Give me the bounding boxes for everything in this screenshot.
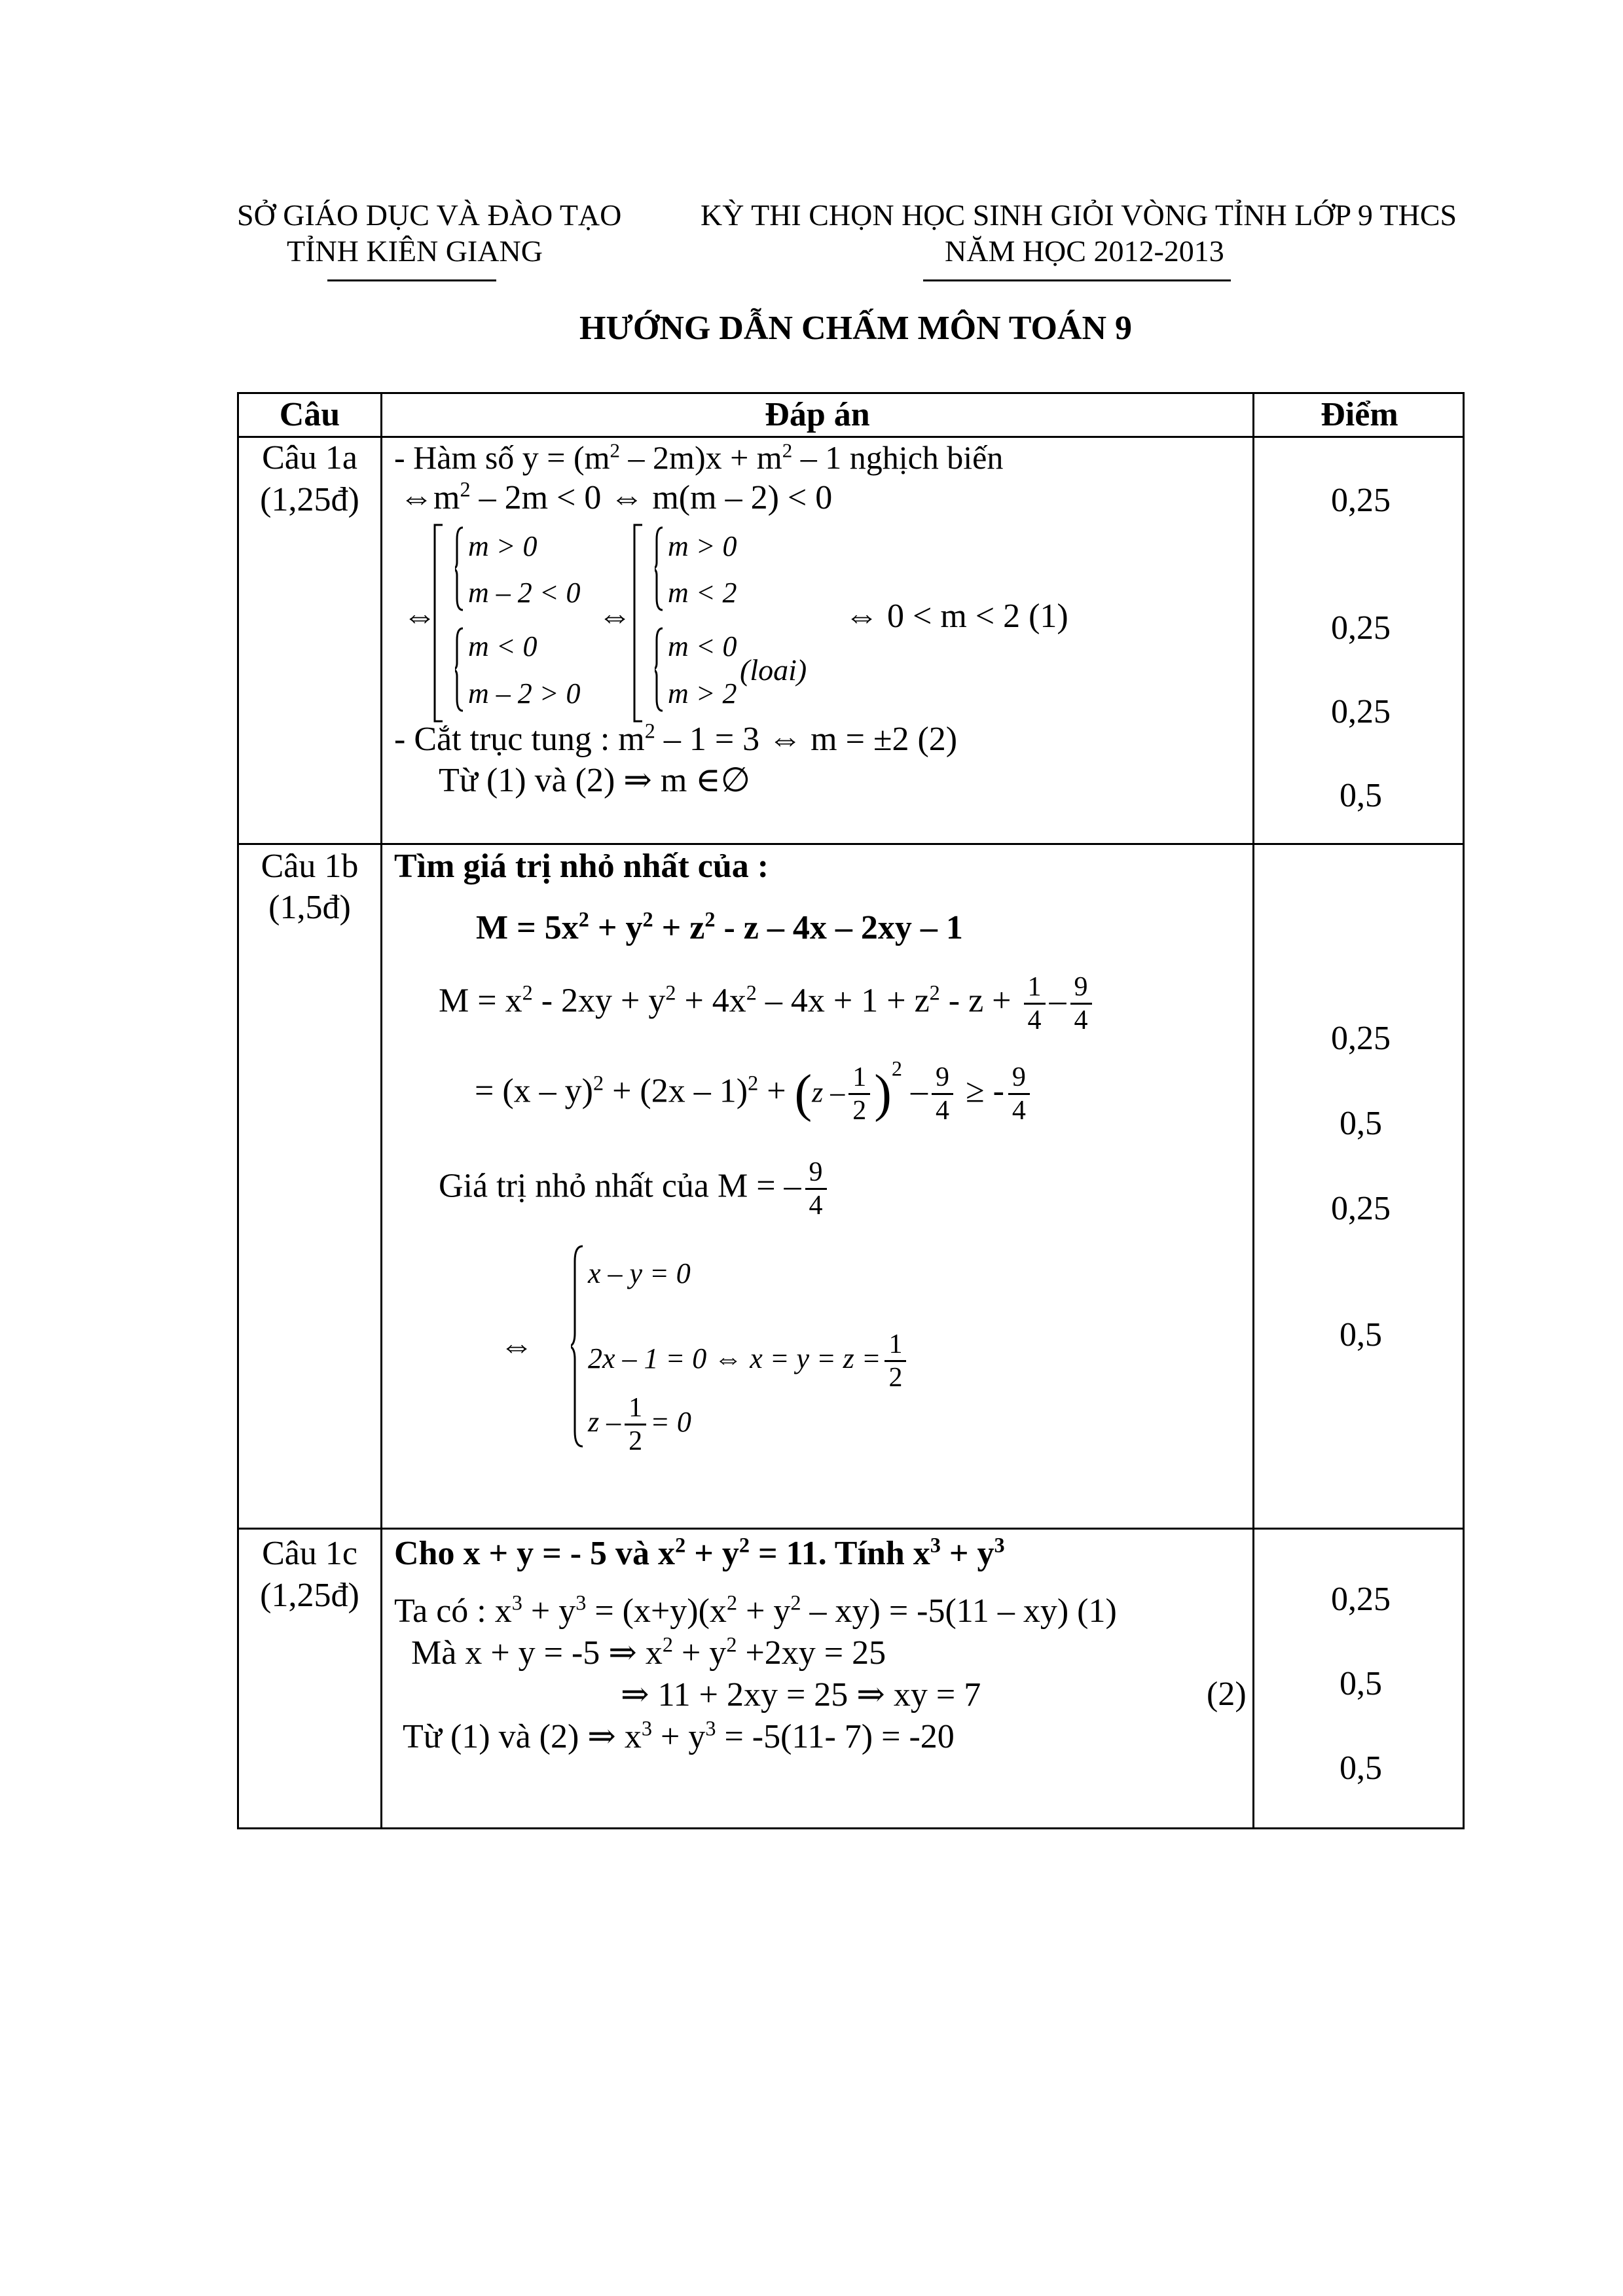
answer-line: Từ (1) và (2) ⇒ m ∈∅ bbox=[439, 762, 751, 799]
score: 0,5 bbox=[1340, 1105, 1382, 1142]
exponent: 2 bbox=[790, 1590, 801, 1615]
question-label: Câu 1c bbox=[262, 1535, 357, 1572]
curly-brace bbox=[571, 1245, 587, 1448]
text: + y bbox=[589, 909, 643, 946]
exponent: 2 bbox=[665, 980, 676, 1005]
numerator: 1 bbox=[1024, 971, 1046, 1005]
header-dap-an: Đáp án bbox=[765, 396, 870, 433]
denominator: 4 bbox=[1027, 1005, 1042, 1036]
conclusion: ⇔ 0 < m < 2 (1) bbox=[845, 598, 1068, 635]
text: – 4x + 1 + z bbox=[756, 982, 930, 1020]
exponent: 2 bbox=[522, 980, 533, 1005]
text: – 2m)x + m bbox=[620, 439, 782, 476]
text: Giá trị nhỏ nhất của M = – bbox=[439, 1167, 801, 1205]
text: M = x bbox=[439, 982, 522, 1020]
exponent: 2 bbox=[704, 907, 716, 931]
page-title: HƯỚNG DẪN CHẤM MÔN TOÁN 9 bbox=[579, 310, 1133, 347]
curly-brace bbox=[655, 627, 665, 712]
numerator: 9 bbox=[805, 1157, 827, 1190]
question-points: (1,25đ) bbox=[260, 1577, 359, 1614]
text: Cho x + y = - 5 và x bbox=[394, 1535, 676, 1572]
text: – 1 = 3 ⇔ m = ±2 (2) bbox=[655, 721, 958, 758]
score: 0,5 bbox=[1340, 1665, 1382, 1702]
denominator: 4 bbox=[809, 1191, 823, 1221]
fraction bbox=[1070, 971, 1092, 1037]
inequality: m < 0 bbox=[468, 630, 538, 662]
answer-line bbox=[411, 1633, 886, 1672]
department-name: SỞ GIÁO DỤC VÀ ĐÀO TẠO bbox=[237, 198, 622, 232]
exponent: 2 bbox=[675, 1533, 686, 1557]
answer-line bbox=[399, 478, 832, 517]
numerator: 1 bbox=[884, 1329, 906, 1362]
fraction bbox=[805, 1157, 827, 1222]
question-label: Câu 1b bbox=[261, 848, 359, 885]
text: + y bbox=[522, 1592, 576, 1630]
exponent: 2 bbox=[739, 1533, 750, 1557]
province-name: TỈNH KIÊN GIANG bbox=[287, 234, 543, 268]
grading-table bbox=[237, 392, 1465, 1829]
text: Ta có : x bbox=[394, 1592, 512, 1630]
answer-line bbox=[439, 1157, 831, 1222]
exam-name: KỲ THI CHỌN HỌC SINH GIỎI VÒNG TỈNH LỚP 9 THCS bbox=[701, 198, 1457, 232]
text: + (2x – 1) bbox=[604, 1072, 748, 1110]
exponent: 2 bbox=[578, 907, 589, 931]
text: z – bbox=[812, 1076, 845, 1109]
inequality: m – 2 > 0 bbox=[468, 677, 581, 709]
fraction bbox=[1024, 971, 1046, 1037]
exponent: 2 bbox=[929, 980, 940, 1005]
score: 0,25 bbox=[1331, 1581, 1391, 1618]
fraction bbox=[884, 1329, 906, 1394]
inequality: m < 2 bbox=[668, 577, 737, 609]
text: ⇔m bbox=[399, 479, 460, 516]
exponent: 2 bbox=[610, 439, 621, 462]
text: - z + bbox=[939, 982, 1012, 1020]
header-right-underline bbox=[923, 279, 1231, 281]
column-divider-1 bbox=[380, 394, 382, 1827]
question-label: Câu 1a bbox=[262, 439, 357, 476]
text: - Hàm số y = (m bbox=[394, 439, 610, 476]
numerator: 9 bbox=[1070, 971, 1092, 1005]
text: +2xy = 25 bbox=[737, 1634, 886, 1672]
exponent: 3 bbox=[705, 1716, 716, 1740]
curly-brace bbox=[455, 526, 465, 611]
question-heading: Tìm giá trị nhỏ nhất của : bbox=[394, 848, 769, 885]
inequality: m – 2 < 0 bbox=[468, 577, 581, 609]
exponent: 2 bbox=[748, 1071, 759, 1095]
equation-tag: (2) bbox=[1207, 1676, 1247, 1713]
answer-line bbox=[394, 439, 1003, 476]
exponent: 2 bbox=[460, 477, 471, 501]
numerator: 1 bbox=[848, 1062, 870, 1095]
exponent: 2 bbox=[782, 439, 793, 462]
expression bbox=[476, 908, 963, 947]
inequality: m < 0 bbox=[668, 630, 737, 662]
equation: x – y = 0 bbox=[588, 1257, 691, 1289]
text: z – bbox=[588, 1405, 621, 1438]
text: + y bbox=[685, 1535, 739, 1572]
score: 0,25 bbox=[1331, 482, 1391, 519]
answer-line bbox=[394, 720, 957, 759]
curly-brace bbox=[655, 526, 665, 611]
exponent: 2 bbox=[662, 1632, 673, 1657]
text: - 2xy + y bbox=[532, 982, 666, 1020]
exponent: 3 bbox=[994, 1533, 1005, 1557]
iff-symbol: ⇔ bbox=[598, 598, 632, 635]
score: 0,5 bbox=[1340, 1749, 1382, 1787]
iff-symbol: ⇔ bbox=[500, 1327, 534, 1365]
equation bbox=[588, 1329, 910, 1394]
header-row-divider bbox=[239, 436, 1463, 438]
exponent: 2 bbox=[644, 719, 655, 743]
numerator: 9 bbox=[932, 1062, 953, 1095]
text: - z – 4x – 2xy – 1 bbox=[715, 909, 963, 946]
exponent: 2 bbox=[726, 1632, 737, 1657]
question-points: (1,25đ) bbox=[260, 481, 359, 518]
school-year: NĂM HỌC 2012-2013 bbox=[945, 234, 1224, 268]
header-diem: Điểm bbox=[1321, 396, 1398, 433]
reject-note: (loai) bbox=[740, 653, 807, 687]
header-cau: Câu bbox=[279, 396, 340, 433]
curly-brace bbox=[455, 627, 465, 712]
denominator: 2 bbox=[852, 1096, 867, 1126]
exponent: 3 bbox=[511, 1590, 522, 1615]
exponent: 3 bbox=[575, 1590, 587, 1615]
text: Mà x + y = -5 ⇒ x bbox=[411, 1634, 663, 1672]
answer-line bbox=[475, 1056, 1034, 1127]
text: = 11. Tính x bbox=[749, 1535, 930, 1572]
text: - Cắt trục tung : m bbox=[394, 721, 645, 758]
exponent: 2 bbox=[726, 1590, 738, 1615]
text: M = 5x bbox=[476, 909, 579, 946]
score: 0,5 bbox=[1340, 1316, 1382, 1354]
answer-line bbox=[439, 971, 1096, 1037]
text: = 0 bbox=[650, 1405, 691, 1438]
fraction bbox=[848, 1062, 870, 1127]
text: + y bbox=[940, 1535, 994, 1572]
text: – 1 nghịch biến bbox=[792, 439, 1004, 476]
numerator: 9 bbox=[1008, 1062, 1030, 1095]
text: + z bbox=[653, 909, 705, 946]
row-1b-divider bbox=[239, 1528, 1463, 1530]
text: + bbox=[758, 1072, 786, 1110]
question-heading bbox=[394, 1534, 1005, 1573]
text: – bbox=[1049, 982, 1067, 1020]
square-bracket bbox=[632, 524, 645, 723]
denominator: 2 bbox=[888, 1363, 903, 1393]
text: + y bbox=[672, 1634, 727, 1672]
score: 0,5 bbox=[1340, 777, 1382, 814]
text: = -5(11- 7) = -20 bbox=[716, 1718, 955, 1755]
question-points: (1,5đ) bbox=[268, 889, 351, 926]
denominator: 4 bbox=[1074, 1005, 1088, 1036]
exponent: 2 bbox=[746, 980, 757, 1005]
text: – 2m < 0 ⇔ m(m – 2) < 0 bbox=[470, 479, 833, 516]
score: 0,25 bbox=[1331, 609, 1391, 647]
fraction bbox=[1008, 1062, 1030, 1127]
denominator: 4 bbox=[936, 1096, 950, 1126]
score: 0,25 bbox=[1331, 1020, 1391, 1057]
score: 0,25 bbox=[1331, 693, 1391, 730]
fraction bbox=[625, 1392, 646, 1458]
text: – bbox=[911, 1072, 928, 1110]
exponent: 3 bbox=[641, 1716, 652, 1740]
text: 2x – 1 = 0 ⇔ x = y = z = bbox=[588, 1342, 881, 1374]
header-left-underline bbox=[327, 279, 496, 281]
text: Từ (1) và (2) ⇒ x bbox=[403, 1718, 642, 1755]
denominator: 4 bbox=[1012, 1096, 1026, 1126]
exponent: 2 bbox=[642, 907, 653, 931]
equation bbox=[588, 1392, 691, 1458]
text: – xy) = -5(11 – xy) (1) bbox=[801, 1592, 1117, 1630]
answer-line bbox=[403, 1717, 955, 1756]
exponent: 2 bbox=[593, 1071, 604, 1095]
text: = (x – y) bbox=[475, 1072, 593, 1110]
text: = (x+y)(x bbox=[586, 1592, 727, 1630]
exponent: 2 bbox=[891, 1056, 903, 1081]
score: 0,25 bbox=[1331, 1190, 1391, 1227]
square-bracket bbox=[432, 524, 445, 723]
paren-close: ) bbox=[874, 1065, 892, 1123]
text: ≥ - bbox=[966, 1072, 1004, 1110]
inequality: m > 0 bbox=[468, 530, 538, 562]
text: + 4x bbox=[676, 982, 746, 1020]
numerator: 1 bbox=[625, 1392, 646, 1426]
exponent: 3 bbox=[930, 1533, 941, 1557]
row-1a-divider bbox=[239, 843, 1463, 845]
fraction bbox=[932, 1062, 953, 1127]
iff-symbol: ⇔ bbox=[403, 598, 437, 635]
paren-open: ( bbox=[794, 1065, 812, 1123]
answer-line bbox=[394, 1592, 1117, 1630]
text: + y bbox=[737, 1592, 791, 1630]
text: + y bbox=[652, 1718, 706, 1755]
inequality: m > 0 bbox=[668, 530, 737, 562]
answer-line: ⇒ 11 + 2xy = 25 ⇒ xy = 7 bbox=[621, 1676, 981, 1713]
denominator: 2 bbox=[629, 1426, 643, 1457]
inequality: m > 2 bbox=[668, 677, 737, 709]
